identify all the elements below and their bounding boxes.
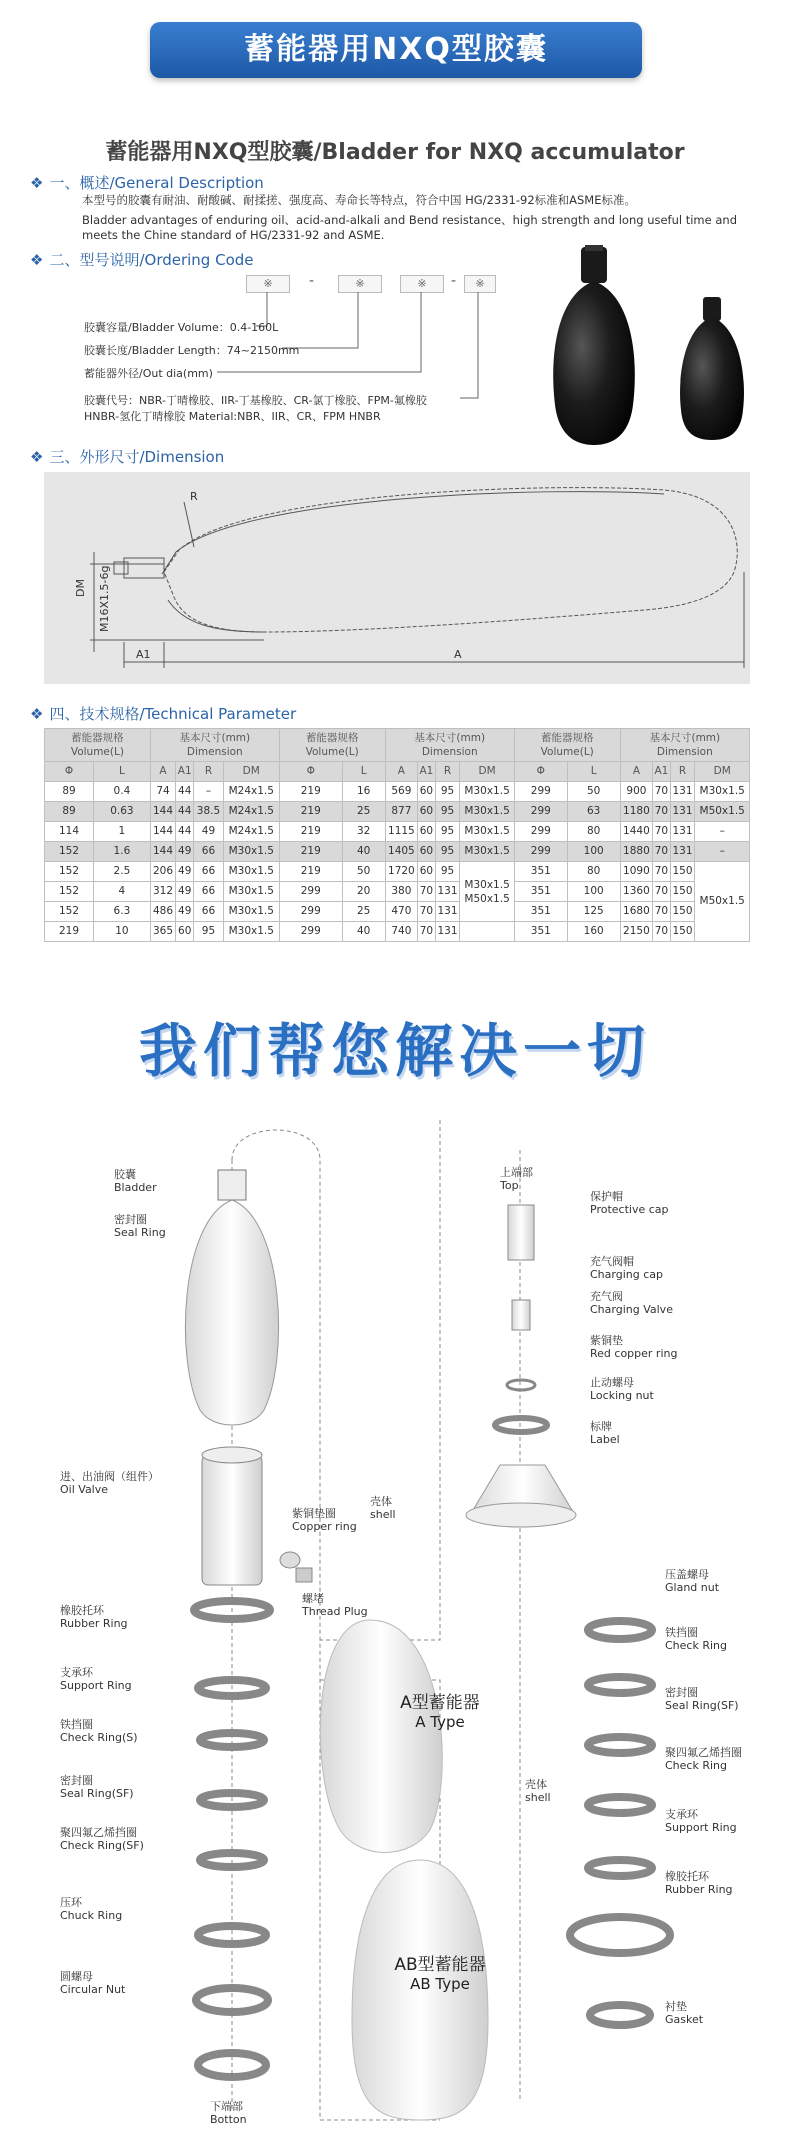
table-cell: 66 <box>194 882 223 902</box>
table-cell: M30x1.5 <box>223 902 279 922</box>
table-cell: 95 <box>435 822 460 842</box>
table-cell: 95 <box>435 802 460 822</box>
table-cell: 32 <box>342 822 385 842</box>
ordering-length: 胶囊长度/Bladder Length：74~2150mm <box>84 344 300 357</box>
ordering-volume: 胶囊容量/Bladder Volume：0.4-160L <box>84 321 279 334</box>
table-cell: 150 <box>670 862 695 882</box>
bladder-part <box>185 1170 278 1425</box>
table-cell: 150 <box>670 922 695 942</box>
table-cell: 74 <box>150 782 175 802</box>
label-support-ring-left: 支承环 Support Ring <box>60 1666 132 1692</box>
table-cell: 0.63 <box>94 802 151 822</box>
table-cell: 470 <box>385 902 418 922</box>
label-copper-ring: 紫铜垫圈 Copper ring <box>292 1507 357 1533</box>
table-cell: 16 <box>342 782 385 802</box>
table-cell: 44 <box>176 822 194 842</box>
table-cell: 299 <box>514 822 567 842</box>
table-cell: M24x1.5 <box>223 822 279 842</box>
th-dimension-1: 基本尺寸(mm) Dimension <box>150 729 279 762</box>
table-cell: 40 <box>342 842 385 862</box>
table-cell: 40 <box>342 922 385 942</box>
table-cell: 365 <box>150 922 175 942</box>
th-volume-1: 蓄能器规格 Volume(L) <box>45 729 151 762</box>
table-cell: M30x1.5 <box>223 922 279 942</box>
table-cell: M30x1.5 <box>460 822 514 842</box>
table-cell: 44 <box>176 802 194 822</box>
table-cell: 299 <box>514 802 567 822</box>
table-cell: 60 <box>418 802 435 822</box>
table-cell: 50 <box>567 782 620 802</box>
table-cell: 60 <box>418 842 435 862</box>
table-cell: 70 <box>653 782 670 802</box>
table-cell: 1440 <box>620 822 653 842</box>
code-box-length: ※ <box>338 275 382 293</box>
table-cell: 70 <box>653 802 670 822</box>
table-row <box>45 802 750 822</box>
table-cell: 351 <box>514 862 567 882</box>
table-cell: – <box>695 822 750 842</box>
table-cell: 131 <box>435 902 460 922</box>
table-col-header: L <box>342 762 385 782</box>
table-cell: 49 <box>176 902 194 922</box>
table-col-header: DM <box>695 762 750 782</box>
slogan: 我们帮您解决一切 <box>138 1017 651 1085</box>
technical-parameter-table <box>44 728 750 942</box>
table-cell: 49 <box>176 882 194 902</box>
table-cell: 351 <box>514 882 567 902</box>
table-cell: 312 <box>150 882 175 902</box>
label-label: 标牌 Label <box>590 1420 620 1446</box>
ordering-material-2: HNBR-氢化丁晴橡胶 Material:NBR、IIR、CR、FPM HNBR <box>84 410 381 423</box>
table-cell: 219 <box>279 802 342 822</box>
table-cell: 144 <box>150 802 175 822</box>
table-cell: 131 <box>435 882 460 902</box>
table-cell: 299 <box>279 902 342 922</box>
table-cell: 877 <box>385 802 418 822</box>
table-cell: 66 <box>194 902 223 922</box>
dimension-drawing <box>44 472 750 684</box>
table-cell: 44 <box>176 782 194 802</box>
type-a-title: A型蓄能器 A Type <box>400 1693 480 1731</box>
table-row <box>45 862 750 882</box>
table-col-header: A <box>150 762 175 782</box>
code-separator: - <box>451 273 457 289</box>
table-col-header: DM <box>223 762 279 782</box>
label-locking-nut: 止动螺母 Locking nut <box>590 1376 654 1402</box>
table-cell: 6.3 <box>94 902 151 922</box>
type-ab-title: AB型蓄能器 AB Type <box>394 1955 486 1993</box>
diamond-bullet-icon: ❖ <box>30 448 44 466</box>
table-cell: 1360 <box>620 882 653 902</box>
table-col-header: DM <box>460 762 514 782</box>
table-cell: 219 <box>279 782 342 802</box>
table-cell: M24x1.5 <box>223 802 279 822</box>
section-label: 二、型号说明/Ordering Code <box>49 251 254 269</box>
table-cell: 70 <box>418 882 435 902</box>
table-row <box>45 882 750 902</box>
th-volume-2: 蓄能器规格 Volume(L) <box>279 729 385 762</box>
table-cell-merged: M30x1.5 M50x1.5 <box>460 862 514 922</box>
table-cell: 100 <box>567 842 620 862</box>
table-cell: 900 <box>620 782 653 802</box>
label-check-ring-sf-right: 聚四氟乙烯挡圈 Check Ring <box>665 1746 742 1772</box>
table-cell: 60 <box>418 782 435 802</box>
label-circular-nut: 圆螺母 Circular Nut <box>60 1970 126 1996</box>
label-thread-plug: 螺堵 Thread Plug <box>302 1592 368 1618</box>
table-group-header <box>45 729 750 762</box>
table-cell: 70 <box>653 842 670 862</box>
table-cell: 1720 <box>385 862 418 882</box>
label-seal-ring-sf-right: 密封圈 Seal Ring(SF) <box>665 1686 739 1712</box>
code-separator: - <box>309 273 315 289</box>
label-rubber-ring-left: 橡胶托环 Rubber Ring <box>60 1604 128 1630</box>
table-cell: 569 <box>385 782 418 802</box>
table-cell: 66 <box>194 842 223 862</box>
table-cell: 219 <box>279 822 342 842</box>
label-protective-cap: 保护帽 Protective cap <box>590 1190 669 1216</box>
label-oil-valve: 进、出油阀（组件） Oil Valve <box>60 1470 159 1496</box>
table-cell: 60 <box>176 922 194 942</box>
table-cell: 1.6 <box>94 842 151 862</box>
table-cell: M30x1.5 <box>460 802 514 822</box>
label-check-ring-right: 铁挡圈 Check Ring <box>665 1626 727 1652</box>
table-cell: 70 <box>418 902 435 922</box>
table-cell: 63 <box>567 802 620 822</box>
table-col-header: Φ <box>514 762 567 782</box>
dim-label-dm: DM <box>74 579 87 597</box>
dim-label-thread: M16X1.5-6g <box>98 565 111 632</box>
label-gasket: 衬垫 Gasket <box>665 2000 704 2026</box>
table-cell: 25 <box>342 802 385 822</box>
table-cell: 219 <box>45 922 94 942</box>
dim-label-a: A <box>454 648 462 661</box>
table-cell: 49 <box>176 842 194 862</box>
table-cell: 49 <box>176 862 194 882</box>
table-cell <box>460 922 514 942</box>
table-cell: 0.4 <box>94 782 151 802</box>
table-col-header: R <box>194 762 223 782</box>
table-cell: 95 <box>435 842 460 862</box>
table-cell: 70 <box>653 882 670 902</box>
table-cell: 20 <box>342 882 385 902</box>
table-cell: 299 <box>279 882 342 902</box>
label-check-ring-s: 铁挡圈 Check Ring(S) <box>60 1718 138 1744</box>
table-cell: 152 <box>45 862 94 882</box>
section-label: 四、技术规格/Technical Parameter <box>49 705 297 723</box>
table-cell: M24x1.5 <box>223 782 279 802</box>
label-check-ring-sf-left: 聚四氟乙烯挡圈 Check Ring(SF) <box>60 1826 144 1852</box>
label-red-copper-ring: 紫铜垫 Red copper ring <box>590 1334 678 1360</box>
top-valve-parts <box>466 1205 576 1527</box>
table-col-header: A1 <box>653 762 670 782</box>
table-cell: 351 <box>514 922 567 942</box>
th-dimension-3: 基本尺寸(mm) Dimension <box>620 729 749 762</box>
header-banner: 蓄能器用NXQ型胶囊 <box>150 22 642 78</box>
table-cell: 1680 <box>620 902 653 922</box>
table-cell: 486 <box>150 902 175 922</box>
table-col-header: A <box>385 762 418 782</box>
table-cell: 1405 <box>385 842 418 862</box>
table-cell: 740 <box>385 922 418 942</box>
table-col-header: Φ <box>279 762 342 782</box>
table-cell: 80 <box>567 862 620 882</box>
table-cell: 144 <box>150 842 175 862</box>
dim-label-r: R <box>190 490 198 503</box>
table-cell: – <box>695 842 750 862</box>
table-cell-merged: M50x1.5 <box>695 862 750 942</box>
diamond-bullet-icon: ❖ <box>30 174 44 192</box>
table-col-header: Φ <box>45 762 94 782</box>
table-cell: 70 <box>653 862 670 882</box>
table-cell: 2150 <box>620 922 653 942</box>
table-col-header: A1 <box>176 762 194 782</box>
table-cell: M30x1.5 <box>223 862 279 882</box>
table-cell: 70 <box>653 822 670 842</box>
table-cell: 1880 <box>620 842 653 862</box>
table-cell: 219 <box>279 862 342 882</box>
label-seal-ring-sf-left: 密封圈 Seal Ring(SF) <box>60 1774 134 1800</box>
general-text-cn: 本型号的胶囊有耐油、耐酸碱、耐揉搓、强度高、寿命长等特点，符合中国 HG/2331-92标准和ASME标准。 <box>82 193 636 207</box>
diamond-bullet-icon: ❖ <box>30 251 44 269</box>
table-cell: M30x1.5 <box>460 842 514 862</box>
table-cell: 2.5 <box>94 862 151 882</box>
table-cell: – <box>194 782 223 802</box>
table-col-header: L <box>567 762 620 782</box>
section-label: 一、概述/General Description <box>49 174 264 192</box>
table-cell: 4 <box>94 882 151 902</box>
table-cell: 150 <box>670 882 695 902</box>
table-cell: 160 <box>567 922 620 942</box>
table-cell: 299 <box>514 782 567 802</box>
label-rubber-ring-right: 橡胶托环 Rubber Ring <box>665 1870 733 1896</box>
table-cell: M30x1.5 <box>695 782 750 802</box>
label-seal-ring-top: 密封圈 Seal Ring <box>114 1213 166 1239</box>
table-body <box>45 782 750 942</box>
label-charging-cap: 充气阀帽 Charging cap <box>590 1255 663 1281</box>
table-cell: 219 <box>279 842 342 862</box>
table-col-header: R <box>670 762 695 782</box>
code-box-material: ※ <box>464 275 496 293</box>
table-cell: 144 <box>150 822 175 842</box>
table-cell: 70 <box>653 922 670 942</box>
ordering-material-1: 胶囊代号：NBR-丁晴橡胶、IIR-丁基橡胶、CR-氯丁橡胶、FPM-氟橡胶 <box>84 394 427 407</box>
table-cell: 95 <box>435 862 460 882</box>
table-cell: 70 <box>653 902 670 922</box>
table-cell: 131 <box>670 822 695 842</box>
table-cell: 131 <box>670 802 695 822</box>
table-cell: 1180 <box>620 802 653 822</box>
table-col-header: R <box>435 762 460 782</box>
table-cell: 351 <box>514 902 567 922</box>
table-cell: 152 <box>45 902 94 922</box>
table-cell: 206 <box>150 862 175 882</box>
table-cell: 80 <box>567 822 620 842</box>
label-gland-nut: 压盖螺母 Gland nut <box>665 1568 720 1594</box>
section-heading-technical <box>30 703 296 724</box>
table-col-header: L <box>94 762 151 782</box>
table-cell: 10 <box>94 922 151 942</box>
th-volume-3: 蓄能器规格 Volume(L) <box>514 729 620 762</box>
table-cell: 1115 <box>385 822 418 842</box>
table-cell: 38.5 <box>194 802 223 822</box>
table-cell: 131 <box>670 842 695 862</box>
table-cell: 50 <box>342 862 385 882</box>
label-charging-valve: 充气阀 Charging Valve <box>590 1290 673 1316</box>
table-cell: M30x1.5 <box>460 782 514 802</box>
table-cell: M50x1.5 <box>695 802 750 822</box>
label-bladder: 胶囊 Bladder <box>114 1168 157 1194</box>
bladder-photo <box>545 245 760 450</box>
table-cell: 380 <box>385 882 418 902</box>
table-cell: 1 <box>94 822 151 842</box>
table-cell: 70 <box>418 922 435 942</box>
th-dimension-2: 基本尺寸(mm) Dimension <box>385 729 514 762</box>
table-cell: M30x1.5 <box>223 842 279 862</box>
table-cell: 1090 <box>620 862 653 882</box>
ordering-outdia: 蓄能器外径/Out dia(mm) <box>84 367 213 380</box>
table-col-header: A1 <box>418 762 435 782</box>
document-title: 蓄能器用NXQ型胶囊/Bladder for NXQ accumulator <box>105 140 685 165</box>
label-top: 上端部 Top <box>500 1166 533 1192</box>
label-bottom: 下端部 Botton <box>210 2100 247 2126</box>
table-cell: 100 <box>567 882 620 902</box>
table-cell: 89 <box>45 802 94 822</box>
table-cell: 131 <box>435 922 460 942</box>
right-rings <box>570 1621 670 2025</box>
table-cell: 299 <box>514 842 567 862</box>
code-box-volume: ※ <box>246 275 290 293</box>
section-label: 三、外形尺寸/Dimension <box>49 448 225 466</box>
dim-label-a1: A1 <box>136 648 151 661</box>
table-cell: 89 <box>45 782 94 802</box>
general-text-en: Bladder advantages of enduring oil、acid-and-alkali and Bend resistance、high strength and long useful time and meets the Chine standard of HG/2331-92 and ASME. <box>82 213 738 242</box>
label-support-ring-right: 支承环 Support Ring <box>665 1808 737 1834</box>
table-cell: 114 <box>45 822 94 842</box>
table-cell: 125 <box>567 902 620 922</box>
table-row <box>45 842 750 862</box>
table-row <box>45 902 750 922</box>
table-cell: 152 <box>45 882 94 902</box>
table-cell: 49 <box>194 822 223 842</box>
table-col-header: A <box>620 762 653 782</box>
table-cell: M30x1.5 <box>223 882 279 902</box>
table-cell: 25 <box>342 902 385 922</box>
table-cell: 95 <box>435 782 460 802</box>
table-cell: 66 <box>194 862 223 882</box>
table-cell: 150 <box>670 902 695 922</box>
table-cell: 95 <box>194 922 223 942</box>
diamond-bullet-icon: ❖ <box>30 705 44 723</box>
code-box-outdia: ※ <box>400 275 444 293</box>
section-heading-dimension <box>30 446 224 467</box>
table-cell: 152 <box>45 842 94 862</box>
table-cell: 60 <box>418 862 435 882</box>
label-shell-ab: 壳体 shell <box>525 1778 551 1804</box>
table-row <box>45 822 750 842</box>
table-row <box>45 922 750 942</box>
label-chuck-ring: 压环 Chuck Ring <box>60 1896 123 1922</box>
table-cell: 60 <box>418 822 435 842</box>
table-cell: 131 <box>670 782 695 802</box>
table-column-header <box>45 762 750 782</box>
table-cell: 299 <box>279 922 342 942</box>
table-row <box>45 782 750 802</box>
label-shell-a: 壳体 shell <box>370 1495 396 1521</box>
